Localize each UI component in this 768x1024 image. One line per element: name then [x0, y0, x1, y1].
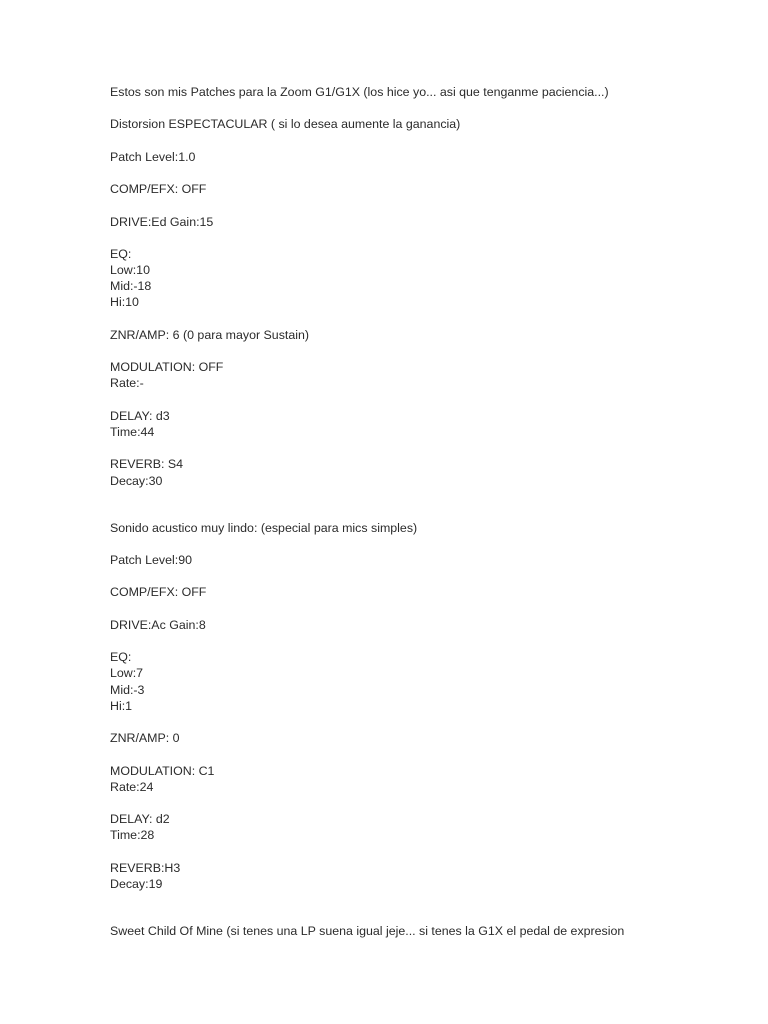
- eq-hi: Hi:1: [110, 698, 133, 713]
- patch-title: Sonido acustico muy lindo: (especial para mics simples): [110, 520, 418, 535]
- eq-label: EQ:: [110, 650, 132, 665]
- patch-level: Patch Level:1.0: [110, 149, 196, 164]
- drive-setting: DRIVE:Ac Gain:8: [110, 617, 206, 632]
- modulation-setting: MODULATION: OFF: [110, 360, 224, 375]
- drive-setting: DRIVE:Ed Gain:15: [110, 214, 214, 229]
- modulation-setting: MODULATION: C1: [110, 763, 215, 778]
- znr-amp-setting: ZNR/AMP: 0: [110, 731, 180, 746]
- rate-setting: Rate:-: [110, 376, 144, 391]
- patch-level: Patch Level:90: [110, 553, 192, 568]
- eq-mid: Mid:-3: [110, 682, 145, 697]
- time-setting: Time:44: [110, 424, 155, 439]
- eq-low: Low:7: [110, 666, 144, 681]
- intro-text: Estos son mis Patches para la Zoom G1/G1X (los hice yo... asi que tenganme paciencia...): [110, 85, 609, 99]
- delay-setting: DELAY: d3: [110, 408, 170, 423]
- patch-title-3: Sweet Child Of Mine (si tenes una LP suena igual jeje... si tenes la G1X el pedal de expresion: [110, 924, 625, 938]
- comp-efx-setting: COMP/EFX: OFF: [110, 182, 207, 197]
- patch-block-1: [110, 116, 730, 488]
- reverb-setting: REVERB: S4: [110, 457, 183, 472]
- znr-amp-setting: ZNR/AMP: 6 (0 para mayor Sustain): [110, 327, 310, 342]
- eq-hi: Hi:10: [110, 295, 139, 310]
- eq-label: EQ:: [110, 246, 132, 261]
- document-page: [110, 84, 730, 939]
- reverb-setting: REVERB:H3: [110, 860, 181, 875]
- patch-title: Distorsion ESPECTACULAR ( si lo desea aumente la ganancia): [110, 117, 461, 132]
- rate-setting: Rate:24: [110, 779, 154, 794]
- time-setting: Time:28: [110, 828, 155, 843]
- eq-low: Low:10: [110, 263, 150, 278]
- patch-block-2: [110, 520, 730, 892]
- eq-mid: Mid:-18: [110, 279, 152, 294]
- decay-setting: Decay:30: [110, 473, 163, 488]
- delay-setting: DELAY: d2: [110, 812, 170, 827]
- decay-setting: Decay:19: [110, 876, 163, 891]
- comp-efx-setting: COMP/EFX: OFF: [110, 585, 207, 600]
